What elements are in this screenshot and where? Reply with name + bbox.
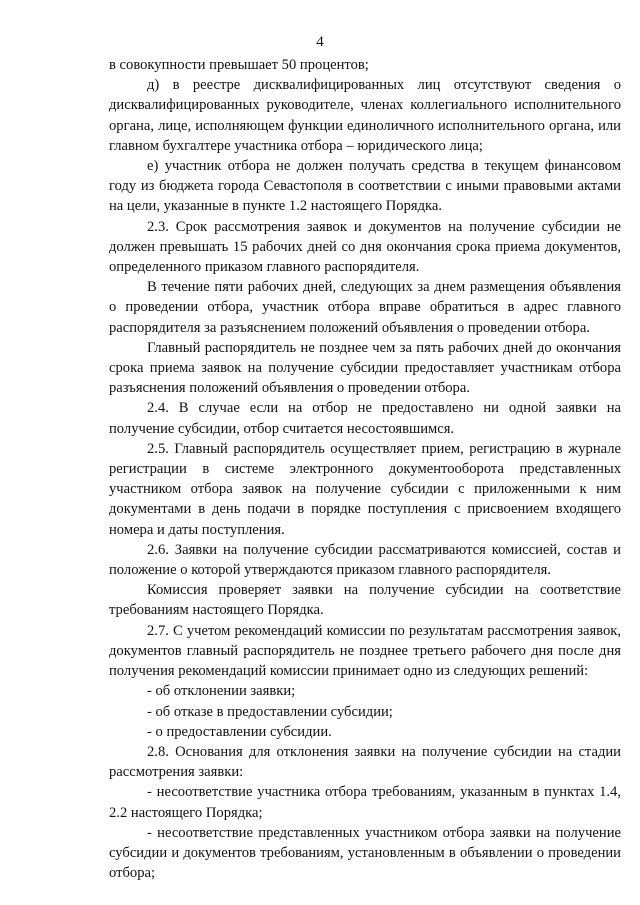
paragraph-2-8: 2.8. Основания для отклонения заявки на получение субсидии на стадии рассмотрения заявки: (109, 743, 621, 781)
rejection-reason-item: - несоответствие участника отбора требованиям, указанным в пунктах 1.4, 2.2 настоящего Порядка; (109, 784, 621, 821)
paragraph-item-d: д) в реестре дисквалифицированных лиц отсутствуют сведения о дисквалифицированных руководителе, членах коллегиального исполнительного органа, лице, исполняющем функции единоличного исполнительного органа, или главном бухгалтере участника отбора – юридического лица; (109, 77, 621, 154)
paragraph-continuation: в совокупности превышает 50 процентов; (109, 57, 369, 73)
paragraph-2-5: 2.5. Главный распорядитель осуществляет прием, регистрацию в журнале регистрации в системе электронного документооборота представленных участником отбора заявок на получение субсидии с приложенными к ним документами в день подачи в порядке поступления с присвоением входящего номера и даты поступления. (109, 440, 621, 538)
paragraph-clarification-provision: Главный распорядитель не позднее чем за пять рабочих дней до окончания срока приема заявок на получение субсидии предоставляет участникам отбора разъяснения положений объявления о проведении отбора. (109, 339, 621, 397)
decision-list-item: - о предоставлении субсидии. (147, 723, 332, 740)
paragraph-clarification-request: В течение пяти рабочих дней, следующих за днем размещения объявления о проведении отбора, участник отбора вправе обратиться в адрес главного распорядителя за разъяснением положений объявления о проведении отбора. (109, 279, 621, 336)
decision-list-item: - об отказе в предоставлении субсидии; (147, 703, 393, 720)
paragraph-2-4: 2.4. В случае если на отбор не предоставлено ни одной заявки на получение субсидии, отбор считается несостоявшимся. (109, 400, 621, 437)
paragraph-2-3: 2.3. Срок рассмотрения заявок и документов на получение субсидии не должен превышать 15 рабочих дней со дня окончания срока приема документов, определенного приказом главного распорядителя. (109, 218, 621, 276)
paragraph-item-e: е) участник отбора не должен получать средства в текущем финансовом году из бюджета города Севастополя в соответствии с иными правовыми актами на цели, указанные в пункте 1.2 настоящего Порядка. (109, 158, 621, 215)
page-number: 4 (316, 34, 324, 50)
paragraph-2-7: 2.7. С учетом рекомендаций комиссии по результатам рассмотрения заявок, документов главный распорядитель не позднее третьего рабочего дня после дня получения рекомендаций комиссии принимает одно из следующих решений: (109, 622, 621, 680)
document-body (109, 55, 621, 883)
paragraph-2-6: 2.6. Заявки на получение субсидии рассматриваются комиссией, состав и положение о которой утверждаются приказом главного распорядителя. (109, 541, 621, 579)
rejection-reason-item: - несоответствие представленных участником отбора заявки на получение субсидии и документов требованиям, установленным в объявлении о проведении отбора; (109, 824, 621, 882)
decision-list-item: - об отклонении заявки; (147, 683, 296, 700)
paragraph-commission-check: Комиссия проверяет заявки на получение субсидии на соответствие требованиям настоящего Порядка. (109, 582, 621, 619)
